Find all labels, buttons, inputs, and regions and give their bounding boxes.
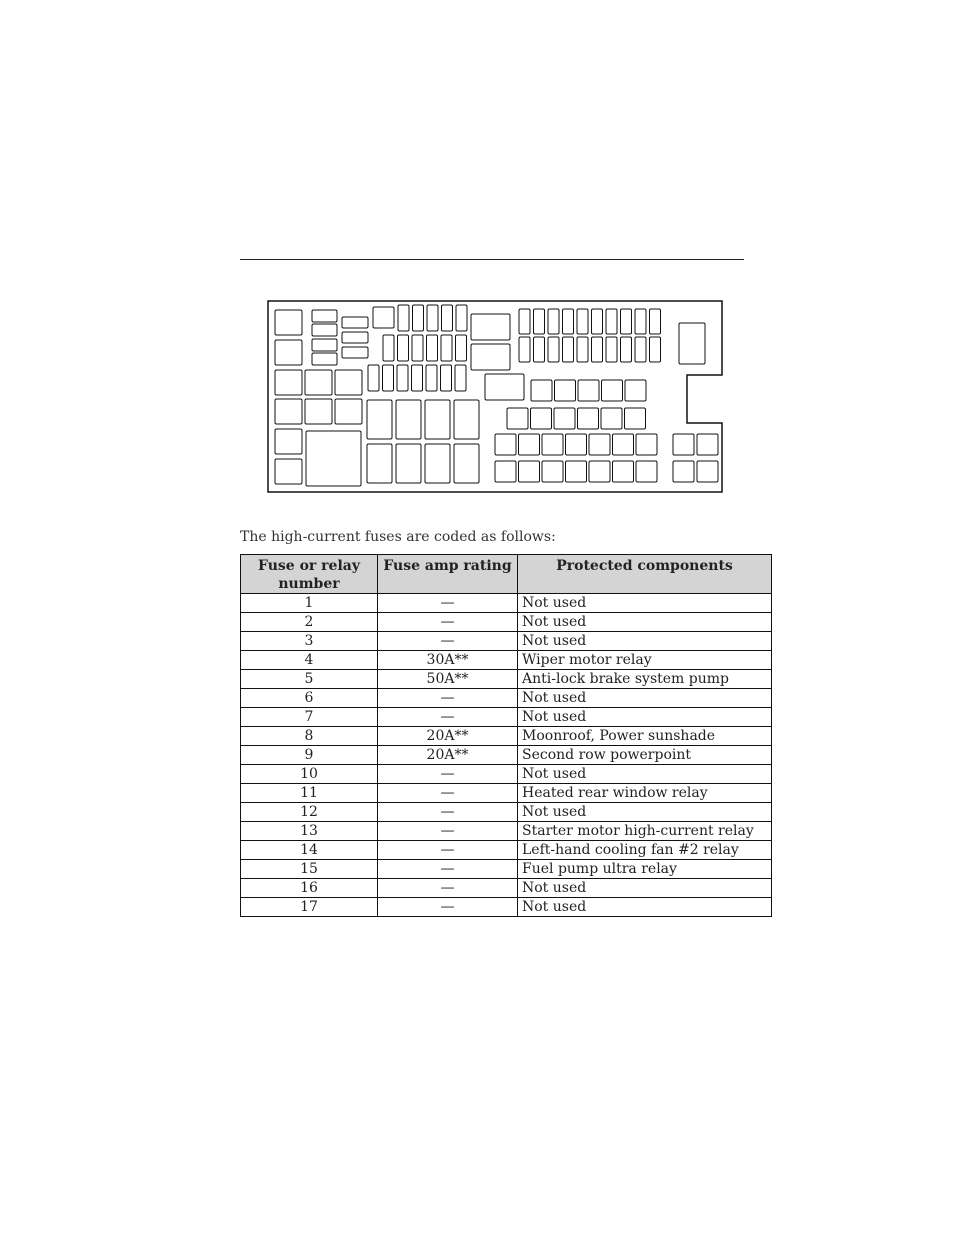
table-row <box>241 651 772 670</box>
fuse-slot <box>425 444 450 483</box>
fuse-slot <box>621 309 632 334</box>
fuse-slot <box>383 365 394 391</box>
protected-component: Not used <box>518 765 772 784</box>
protected-component: Not used <box>518 879 772 898</box>
table-row <box>241 841 772 860</box>
fuse-slot <box>534 309 545 334</box>
header-number: Fuse or relay number <box>241 555 378 594</box>
fuse-number: 4 <box>241 651 378 670</box>
fuse-slot <box>275 340 302 365</box>
fuse-slot <box>613 461 634 482</box>
fuse-slot <box>519 434 540 455</box>
fuse-slot <box>412 365 423 391</box>
fuse-slot <box>578 380 599 401</box>
fuse-slot <box>383 335 394 361</box>
protected-component: Not used <box>518 689 772 708</box>
fuse-number: 15 <box>241 860 378 879</box>
fuse-slot <box>577 309 588 334</box>
fuse-slot <box>441 335 452 361</box>
fuse-slot <box>335 399 362 424</box>
fuse-slot <box>548 309 559 334</box>
fuse-slot <box>342 317 368 328</box>
amp-rating: 30A** <box>378 651 518 670</box>
fuse-table <box>240 554 772 917</box>
amp-rating: — <box>378 860 518 879</box>
fuse-slot <box>456 335 467 361</box>
fuse-slot <box>306 431 361 486</box>
fuse-slot <box>650 309 661 334</box>
fuse-slot <box>542 461 563 482</box>
fuse-slot <box>601 408 622 429</box>
table-row <box>241 784 772 803</box>
fuse-slot <box>312 310 337 322</box>
protected-component: Starter motor high-current relay <box>518 822 772 841</box>
table-row <box>241 860 772 879</box>
table-row <box>241 708 772 727</box>
fuse-slot <box>507 408 528 429</box>
fuse-slot <box>425 400 450 439</box>
fuse-slot <box>555 380 576 401</box>
fuse-slot <box>625 408 646 429</box>
table-row <box>241 898 772 917</box>
fuse-number: 2 <box>241 613 378 632</box>
protected-component: Moonroof, Power sunshade <box>518 727 772 746</box>
amp-rating: — <box>378 898 518 917</box>
table-row <box>241 613 772 632</box>
fuse-slot <box>368 365 379 391</box>
fuse-slot <box>396 444 421 483</box>
fuse-slot <box>563 337 574 362</box>
protected-component: Fuel pump ultra relay <box>518 860 772 879</box>
table-row <box>241 879 772 898</box>
fuse-slot <box>455 365 466 391</box>
protected-component: Not used <box>518 803 772 822</box>
fuse-slot <box>397 365 408 391</box>
fuse-slot <box>367 400 392 439</box>
fuse-slot <box>305 370 332 395</box>
fuse-slot <box>613 434 634 455</box>
fuse-slot <box>673 434 694 455</box>
fuse-slot <box>606 309 617 334</box>
protected-component: Not used <box>518 708 772 727</box>
fuse-slot <box>412 335 423 361</box>
fuse-slot <box>312 324 337 336</box>
fuse-slot <box>534 337 545 362</box>
fuse-slot <box>335 370 362 395</box>
fuse-slot <box>542 434 563 455</box>
table-row <box>241 746 772 765</box>
fuse-slot <box>697 461 718 482</box>
amp-rating: 50A** <box>378 670 518 689</box>
amp-rating: — <box>378 613 518 632</box>
amp-rating: — <box>378 594 518 613</box>
fuse-slot <box>578 408 599 429</box>
fuse-number: 3 <box>241 632 378 651</box>
amp-rating: — <box>378 765 518 784</box>
fuse-number: 7 <box>241 708 378 727</box>
fuse-box-diagram <box>267 300 725 494</box>
fuse-number: 16 <box>241 879 378 898</box>
protected-component: Second row powerpoint <box>518 746 772 765</box>
fuse-slot <box>495 461 516 482</box>
fuse-slot <box>589 461 610 482</box>
fuse-number: 10 <box>241 765 378 784</box>
fuse-slot <box>373 307 394 328</box>
table-header-row <box>241 555 772 594</box>
fuse-slot <box>650 337 661 362</box>
fuse-slot <box>679 323 705 364</box>
fuse-slot <box>305 399 332 424</box>
fuse-slot <box>275 399 302 424</box>
fuse-number: 5 <box>241 670 378 689</box>
fuse-slot <box>495 434 516 455</box>
intro-text: The high-current fuses are coded as follows: <box>240 529 556 545</box>
fuse-slot <box>398 305 409 331</box>
fuse-number: 9 <box>241 746 378 765</box>
fuse-slot <box>471 344 510 370</box>
fuse-number: 14 <box>241 841 378 860</box>
fuse-slot <box>625 380 646 401</box>
fuse-number: 6 <box>241 689 378 708</box>
fuse-slot <box>566 461 587 482</box>
fuse-slot <box>485 374 524 400</box>
fuse-slot <box>342 332 368 343</box>
fuse-slot <box>621 337 632 362</box>
table-row <box>241 670 772 689</box>
fuse-slot <box>519 337 530 362</box>
fuse-slot <box>275 429 302 454</box>
table-row <box>241 689 772 708</box>
fuse-number: 11 <box>241 784 378 803</box>
fuse-number: 1 <box>241 594 378 613</box>
table-row <box>241 765 772 784</box>
table-row <box>241 632 772 651</box>
fuse-slot <box>636 434 657 455</box>
amp-rating: — <box>378 784 518 803</box>
fuse-slot <box>456 305 467 331</box>
protected-component: Wiper motor relay <box>518 651 772 670</box>
amp-rating: — <box>378 803 518 822</box>
table-row <box>241 822 772 841</box>
amp-rating: — <box>378 822 518 841</box>
fuse-slot <box>398 335 409 361</box>
fuse-slot <box>566 434 587 455</box>
fuse-slot <box>454 444 479 483</box>
fuse-slot <box>635 337 646 362</box>
fuse-slot <box>367 444 392 483</box>
fuse-slot <box>442 305 453 331</box>
header-rule <box>240 259 744 260</box>
fuse-slot <box>554 408 575 429</box>
fuse-slot <box>426 365 437 391</box>
fuse-number: 17 <box>241 898 378 917</box>
fuse-number: 12 <box>241 803 378 822</box>
amp-rating: — <box>378 841 518 860</box>
amp-rating: — <box>378 708 518 727</box>
table-row <box>241 594 772 613</box>
header-rating: Fuse amp rating <box>378 555 518 594</box>
fuse-slot <box>312 339 337 351</box>
protected-component: Not used <box>518 632 772 651</box>
fuse-slot <box>342 347 368 358</box>
fuse-slot <box>589 434 610 455</box>
protected-component: Not used <box>518 898 772 917</box>
fuse-slot <box>275 459 302 484</box>
fuse-slot <box>606 337 617 362</box>
fuse-slot <box>519 309 530 334</box>
table-row <box>241 803 772 822</box>
fuse-slot <box>697 434 718 455</box>
fuse-slot <box>471 314 510 340</box>
protected-component: Heated rear window relay <box>518 784 772 803</box>
fuse-slot <box>563 309 574 334</box>
amp-rating: — <box>378 689 518 708</box>
amp-rating: 20A** <box>378 746 518 765</box>
fuse-number: 13 <box>241 822 378 841</box>
fuse-slot <box>441 365 452 391</box>
fuse-slot <box>592 309 603 334</box>
table-row <box>241 727 772 746</box>
fuse-slot <box>427 335 438 361</box>
protected-component: Not used <box>518 613 772 632</box>
protected-component: Left-hand cooling fan #2 relay <box>518 841 772 860</box>
fuse-slot <box>427 305 438 331</box>
fuse-slot <box>531 380 552 401</box>
protected-component: Anti-lock brake system pump <box>518 670 772 689</box>
fuse-number: 8 <box>241 727 378 746</box>
fuse-slot <box>396 400 421 439</box>
amp-rating: — <box>378 632 518 651</box>
protected-component: Not used <box>518 594 772 613</box>
fuse-slot <box>548 337 559 362</box>
amp-rating: 20A** <box>378 727 518 746</box>
fuse-slot <box>577 337 588 362</box>
fuse-slot <box>275 310 302 335</box>
fuse-slot <box>275 370 302 395</box>
fuse-slot <box>454 400 479 439</box>
fuse-slot <box>602 380 623 401</box>
fuse-slot <box>413 305 424 331</box>
fuse-slot <box>636 461 657 482</box>
fuse-slot <box>592 337 603 362</box>
fuse-slot <box>312 353 337 365</box>
fuse-slot <box>673 461 694 482</box>
fuse-slot <box>519 461 540 482</box>
amp-rating: — <box>378 879 518 898</box>
fuse-slot <box>635 309 646 334</box>
header-components: Protected components <box>518 555 772 594</box>
fuse-slot <box>531 408 552 429</box>
